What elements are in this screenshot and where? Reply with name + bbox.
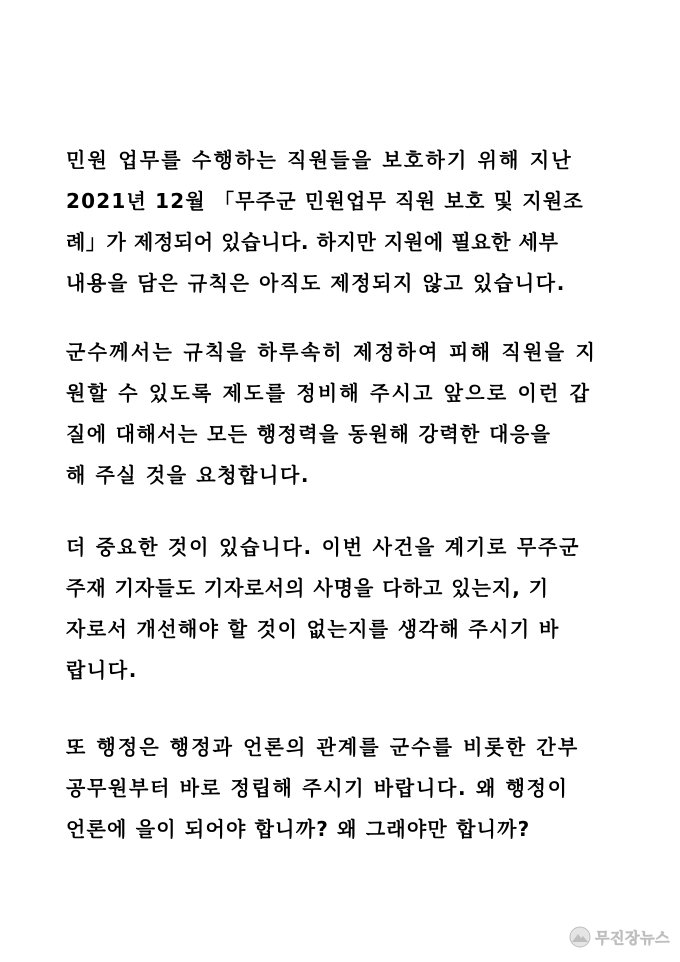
paragraph-2-line-1: 군수께서는 규칙을 하루속히 제정하여 피해 직원을 지 (66, 340, 598, 364)
mountain-logo-icon (569, 926, 591, 948)
watermark (569, 926, 670, 948)
paragraph-2-line-3: 질에 대해서는 모든 행정력을 동원해 강력한 대응을 (66, 422, 552, 446)
paragraph-2-line-2: 원할 수 있도록 제도를 정비해 주시고 앞으로 이런 갑 (66, 381, 592, 405)
paragraph-1-line-1: 민원 업무를 수행하는 직원들을 보호하기 위해 지난 (66, 148, 573, 172)
paragraph-4-line-1: 또 행정은 행정과 언론의 관계를 군수를 비롯한 간부 (66, 735, 580, 759)
paragraph-1-line-3: 례」가 제정되어 있습니다. 하지만 지원에 필요한 세부 (66, 230, 559, 254)
paragraph-4-line-3: 언론에 을이 되어야 합니까? 왜 그래야만 합니까? (66, 817, 531, 841)
paragraph-4-line-2: 공무원부터 바로 정립해 주시기 바랍니다. 왜 행정이 (66, 776, 569, 800)
paragraph-2-line-4: 해 주실 것을 요청합니다. (66, 463, 311, 487)
paragraph-1-line-2: 2021년 12월 「무주군 민원업무 직원 보호 및 지원조 (66, 189, 584, 213)
watermark-text: 무진장뉴스 (595, 928, 670, 947)
paragraph-3-line-1: 더 중요한 것이 있습니다. 이번 사건을 계기로 무주군 (66, 535, 581, 559)
paragraph-3-line-3: 자로서 개선해야 할 것이 없는지를 생각해 주시기 바 (66, 617, 560, 641)
paragraph-3-line-4: 랍니다. (66, 658, 138, 682)
paragraph-3-line-2: 주재 기자들도 기자로서의 사명을 다하고 있는지, 기 (66, 576, 550, 600)
paragraph-1-line-4: 내용을 담은 규칙은 아직도 제정되지 않고 있습니다. (66, 271, 566, 295)
